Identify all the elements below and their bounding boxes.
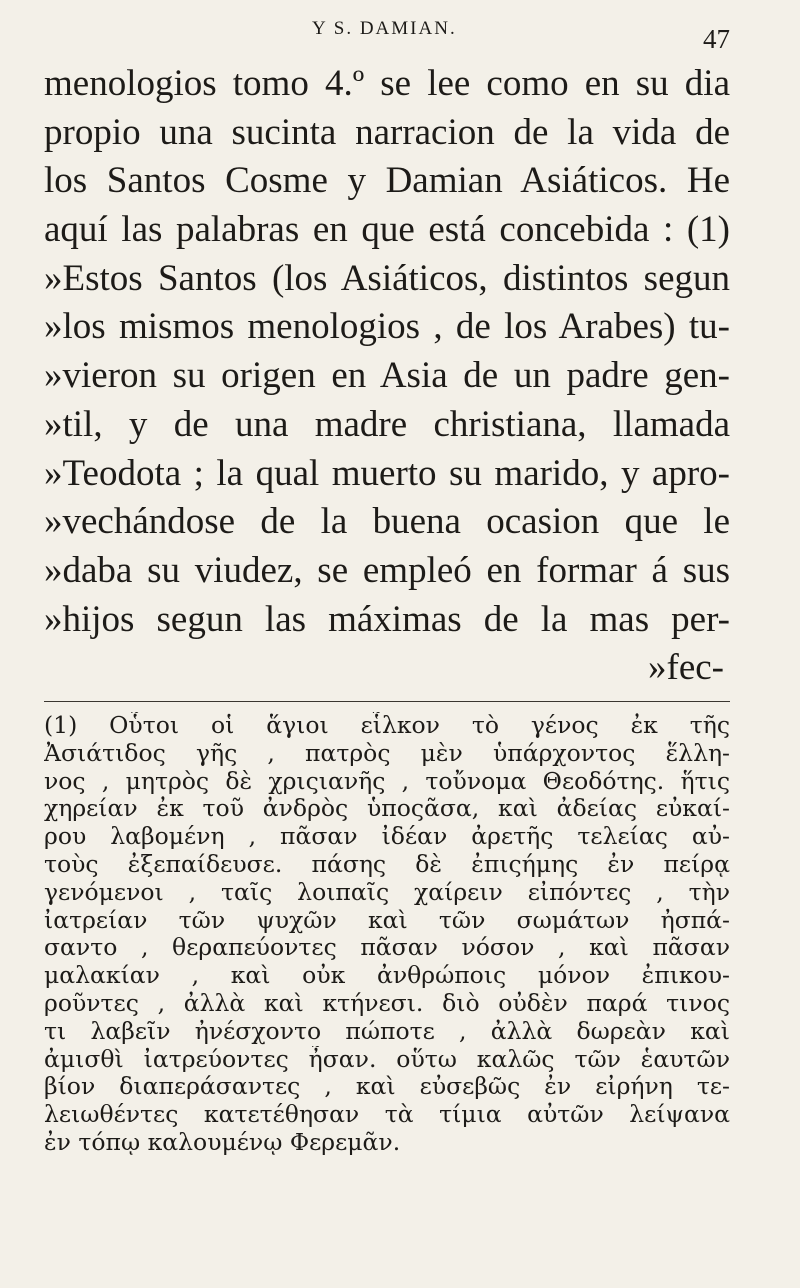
footnote-line: μαλακίαν , καὶ οὐκ ἀνθρώποις μόνον ἐπικου- [44,962,730,990]
page-number: 47 [703,24,730,54]
running-head [44,14,730,54]
footnote-line: (1) Οὗτοι οἱ ἅγιοι εἷλκον τὸ γένος ἐκ τῆς [44,711,730,739]
text-line: aquí las palabras en que está concebida : (1) [44,209,730,251]
text-line: »los mismos menologios , de los Arabes) tu- [44,306,730,348]
footnote-line: τι λαβεῖν ἠνέσχοντο πώποτε , ἀλλὰ δωρεὰν καὶ [44,1017,730,1045]
text-line: »Estos Santos (los Asiáticos, distintos segun [44,257,730,299]
footnote-line: ἀμισθὶ ἰατρεύοντες ἦσαν. οὕτω καλῶς τῶν ἑαυτῶν [44,1045,730,1073]
catchword: »fec- [648,647,724,689]
footnote-line: χηρείαν ἐκ τοῦ ἀνδρὸς ὑποςᾶσα, καὶ ἀδείας εὐκαί- [44,795,730,823]
text-line: menologios tomo 4.º se lee como en su dia [44,63,730,104]
text-line: propio una sucinta narracion de la vida de [44,111,730,153]
main-text [44,60,730,693]
text-line: »Teodota ; la qual muerto su marido, y apro- [44,452,730,494]
footnote-line: λειωθέντες κατετέθησαν τὰ τίμια αὐτῶν λείψανα [44,1101,730,1129]
footnote-line: ἐν τόπῳ καλουμένῳ Φερεμᾶν. [44,1128,401,1156]
footnote-line: νος , μητρὸς δὲ χριςιανῆς , τοὔνομα Θεοδότης. ἥτις [44,767,730,795]
footnote-line: Ἀσιάτιδος γῆς , πατρὸς μὲν ὑπάρχοντος ἕλλη- [44,739,730,767]
footnote-line: ἰατρείαν τῶν ψυχῶν καὶ τῶν σωμάτων ἠσπά- [44,906,730,934]
footnote-line: βίον διαπεράσαντες , καὶ εὐσεβῶς ἐν εἰρήνη τε- [44,1073,730,1101]
footnote-line: σαντο , θεραπεύοντες πᾶσαν νόσον , καὶ πᾶσαν [44,934,730,962]
text-line: »vieron su origen en Asia de un padre gen- [44,355,730,397]
text-line: »daba su viudez, se empleó en formar á sus [44,549,730,591]
footnote-line: ροῦντες , ἀλλὰ καὶ κτήνεσι. διὸ οὐδὲν παρά τινος [44,989,730,1017]
text-line: los Santos Cosme y Damian Asiáticos. He [44,160,730,202]
running-title: Y S. DAMIAN. [312,18,457,39]
footnote-greek [44,712,730,1157]
footnote-line: ρου λαβομένη , πᾶσαν ἰδέαν ἀρετῆς τελείας αὐ- [44,823,730,851]
footnote-line: γενόμενοι , ταῖς λοιπαῖς χαίρειν εἰπόντες , τὴν [44,878,730,906]
text-line: »hijos segun las máximas de la mas per- [44,598,730,640]
footnote-rule [44,701,730,702]
text-line: »vechándose de la buena ocasion que le [44,501,730,543]
footnote-line: τοὺς ἐξεπαίδευσε. πάσης δὲ ἐπιςήμης ἐν πείρᾳ [44,850,730,878]
text-line: »til, y de una madre christiana, llamada [44,403,730,445]
